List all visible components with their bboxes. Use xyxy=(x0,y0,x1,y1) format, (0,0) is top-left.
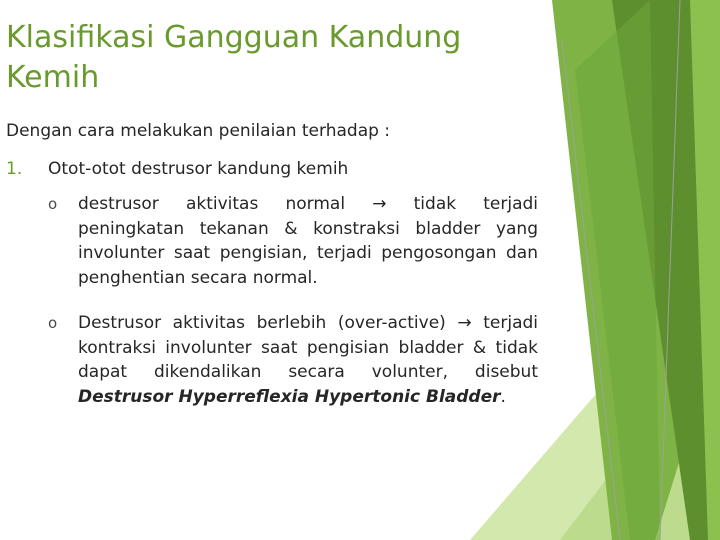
bullet-text-end: . xyxy=(500,386,506,407)
bullet-text-after-arrow: terjadi kontraksi involunter saat pengisian bladder & tidak dapat dikendalikan secara volunter, disebut xyxy=(78,313,539,382)
bullet-text xyxy=(78,311,538,409)
emphasis-term: Destrusor Hyperreflexia Hypertonic Bladder xyxy=(78,386,501,407)
bullet-marker: o xyxy=(48,195,58,213)
bullet-text-before-arrow: destrusor aktivitas normal xyxy=(78,194,346,214)
arrow-right-icon: → xyxy=(457,313,472,333)
bullet-item-1 xyxy=(48,192,538,290)
bullet-item-2 xyxy=(48,311,538,409)
bullet-text-after-arrow: tidak terjadi peningkatan tekanan & konstraksi bladder yang involunter saat pengisian, terjadi pengosongan dan penghentian secara normal. xyxy=(78,194,539,288)
bullet-text-before-arrow: Destrusor aktivitas berlebih (over-active) xyxy=(78,313,446,333)
list-number: 1. xyxy=(6,159,23,179)
arrow-right-icon: → xyxy=(372,194,387,214)
intro-text: Dengan cara melakukan penilaian terhadap : xyxy=(6,121,391,141)
slide-title: Klasifikasi Gangguan Kandung Kemih xyxy=(6,20,462,95)
list-item-1 xyxy=(6,158,348,180)
bullet-text xyxy=(78,192,538,290)
list-label: Otot-otot destrusor kandung kemih xyxy=(48,159,349,179)
bullet-marker: o xyxy=(48,314,58,332)
